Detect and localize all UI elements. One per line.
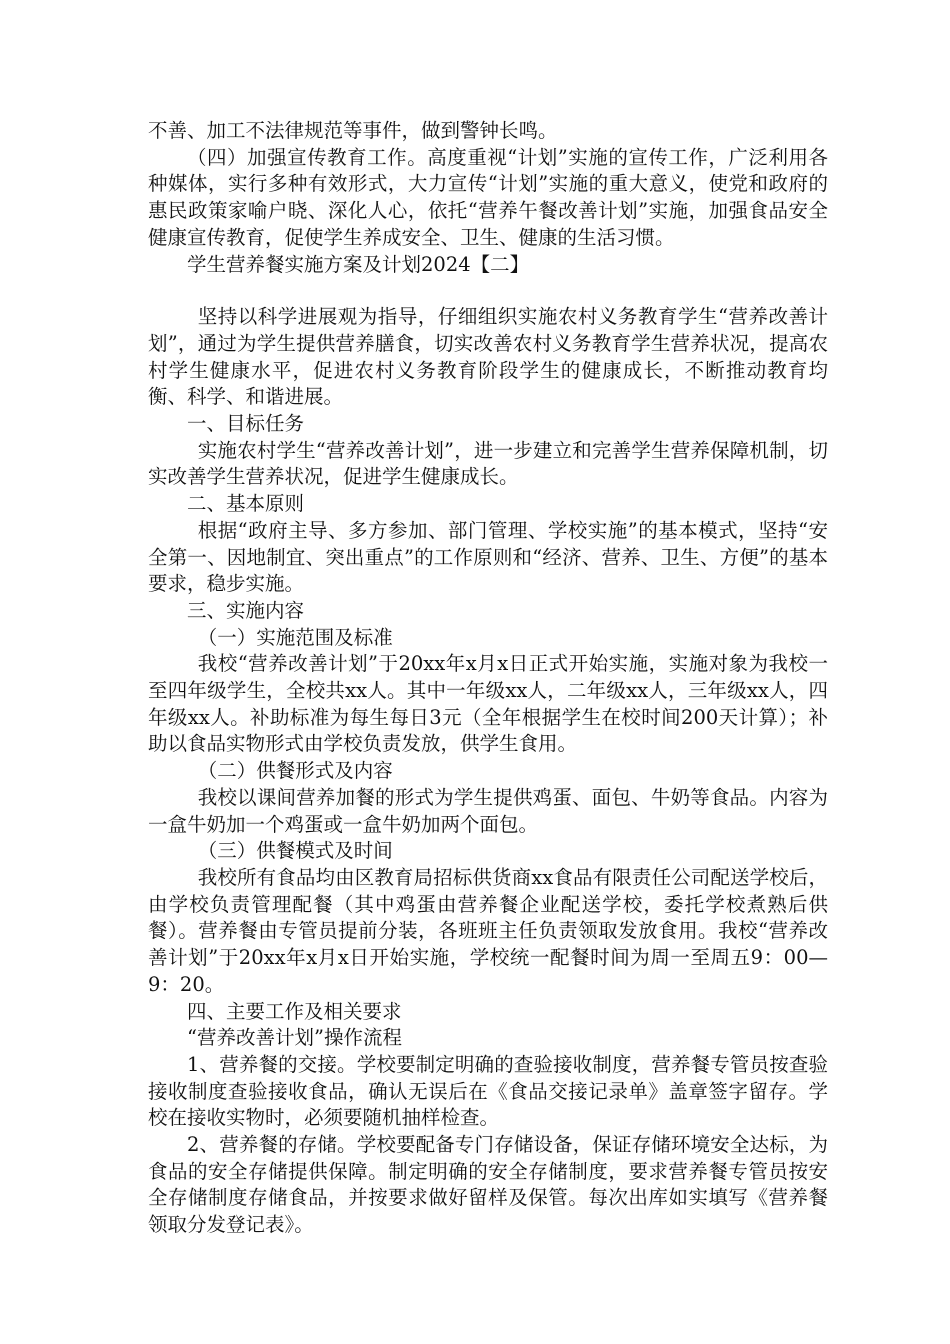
subheading-meal-form: （二）供餐形式及内容	[197, 759, 393, 783]
paragraph-principles: 根据“政府主导、多方参加、部门管理、学校实施”的基本模式，坚持“安全第一、因地制宜、突出重点”的工作原则和“经济、营养、卫生、方便”的基本要求，稳步实施。	[148, 518, 828, 596]
paragraph-meal-form: 我校以课间营养加餐的形式为学生提供鸡蛋、面包、牛奶等食品。内容为一盒牛奶加一个鸡蛋或一盒牛奶加两个面包。	[148, 785, 828, 836]
paragraph-scope: 我校“营养改善计划”于20xx年x月x日正式开始实施，实施对象为我校一至四年级学生，全校共xx人。其中一年级xx人，二年级xx人，三年级xx人，四年级xx人。补助标准为每生每日3元（全年根据学生在校时间200天计算）；补助以食品实物形式由学校负责发放，供学生食用。	[148, 652, 828, 756]
blank-line	[148, 278, 828, 304]
heading-content: 三、实施内容	[187, 598, 305, 622]
paragraph-handover: 1、营养餐的交接。学校要制定明确的查验接收制度，营养餐专管员按查验接收制度查验接收食品，确认无误后在《食品交接记录单》盖章签字留存。学校在接收实物时，必须要随机抽样检查。	[148, 1052, 828, 1130]
heading-principles: 二、基本原则	[187, 492, 305, 516]
heading-main-work: 四、主要工作及相关要求	[187, 999, 402, 1023]
paragraph-intro: 坚持以科学进展观为指导，仔细组织实施农村义务教育学生“营养改善计划”，通过为学生提供营养膳食，切实改善农村义务教育学生营养状况，提高农村学生健康水平，促进农村义务教育阶段学生的健康成长，不断推动教育均衡、科学、和谐进展。	[148, 305, 828, 409]
subheading-meal-mode: （三）供餐模式及时间	[197, 839, 393, 863]
heading-process: “营养改善计划”操作流程	[187, 1026, 402, 1050]
paragraph-publicity: （四）加强宣传教育工作。高度重视“计划”实施的宣传工作，广泛利用各种媒体，实行多种有效形式，大力宣传“计划”实施的重大意义，使党和政府的惠民政策家喻户晓、深化人心，依托“营养午餐改善计划”实施，加强食品安全健康宣传教育，促使学生养成安全、卫生、健康的生活习惯。	[148, 145, 828, 249]
paragraph-meal-mode: 我校所有食品均由区教育局招标供货商xx食品有限责任公司配送学校后，由学校负责管理配餐（其中鸡蛋由营养餐企业配送学校，委托学校煮熟后供餐）。营养餐由专管员提前分装，各班班主任负责领取发放食用。我校“营养改善计划”于20xx年x月x日开始实施，学校统一配餐时间为周一至周五9：00—9：20。	[148, 865, 828, 996]
paragraph-storage: 2、营养餐的存储。学校要配备专门存储设备，保证存储环境安全达标，为食品的安全存储提供保障。制定明确的安全存储制度，要求营养餐专管员按安全存储制度存储食品，并按要求做好留样及保管。每次出库如实填写《营养餐领取分发登记表》。	[148, 1133, 828, 1237]
paragraph-goals: 实施农村学生“营养改善计划”，进一步建立和完善学生营养保障机制，切实改善学生营养状况，促进学生健康成长。	[148, 438, 828, 489]
document-page	[148, 118, 828, 1239]
paragraph-continuation: 不善、加工不法律规范等事件，做到警钟长鸣。	[148, 119, 558, 142]
heading-goals: 一、目标任务	[187, 412, 305, 436]
subheading-scope: （一）实施范围及标准	[197, 625, 393, 649]
section-title: 学生营养餐实施方案及计划2024【二】	[187, 252, 530, 276]
